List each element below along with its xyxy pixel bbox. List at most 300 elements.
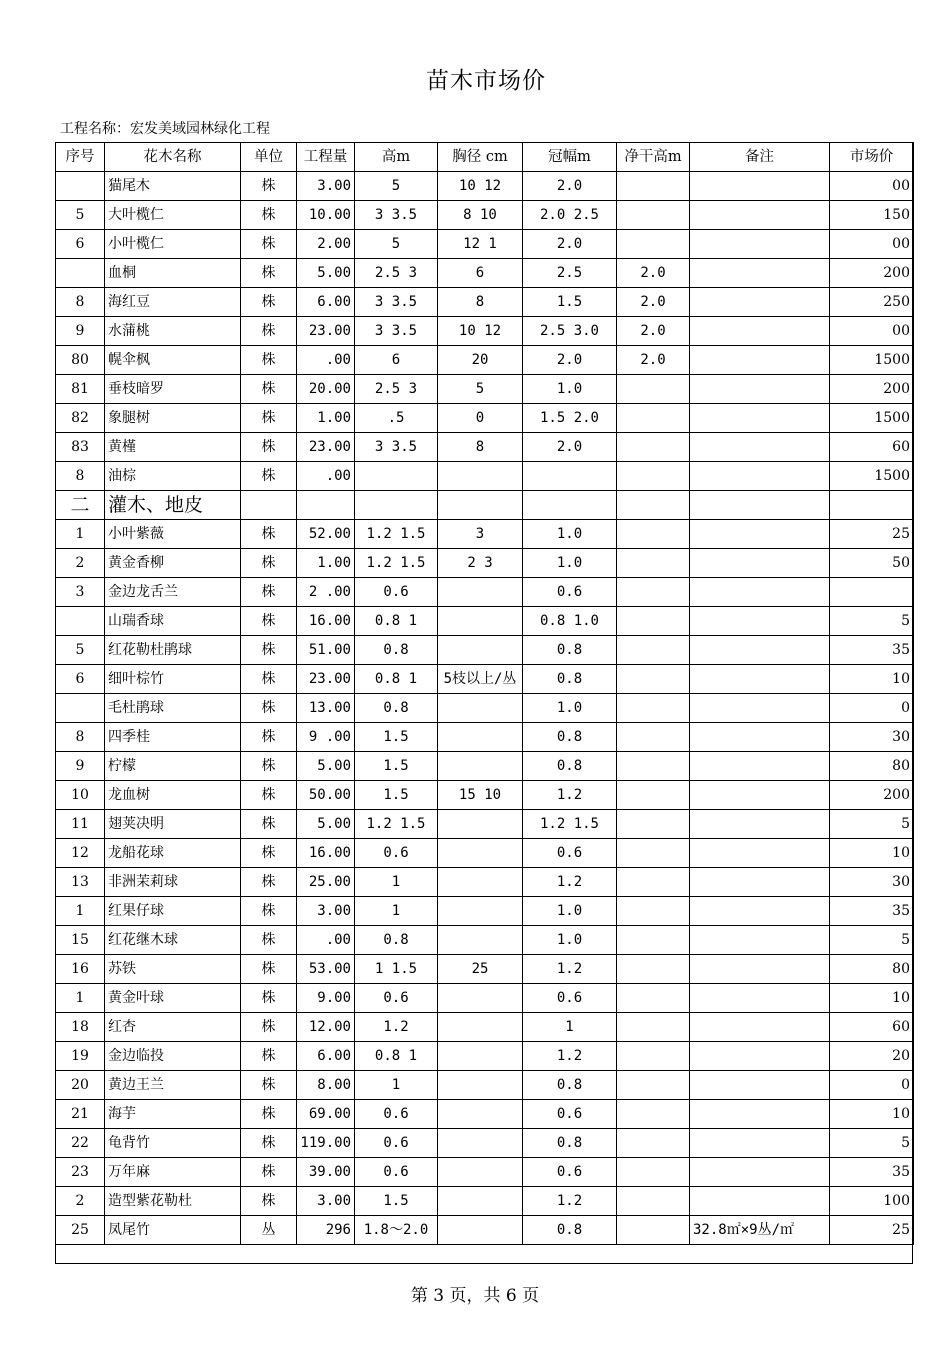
table-row [56,665,914,694]
remark-cell [690,346,830,375]
plant-name-cell: 龙血树 [105,781,241,810]
trunk-diameter-cell [438,868,523,897]
height-cell: 1.5 [355,781,438,810]
crown-width-cell: 0.6 [523,1100,617,1129]
clear-trunk-height-cell [617,1187,690,1216]
height-cell: 0.8 [355,636,438,665]
unit-cell: 株 [241,259,297,288]
market-price-cell: 0 [830,1071,914,1100]
crown-width-cell: 1.0 [523,520,617,549]
market-price-cell: 200 [830,259,914,288]
clear-trunk-height-cell: 2.0 [617,288,690,317]
quantity-cell: 119.00 [297,1129,355,1158]
height-cell: 0.6 [355,1129,438,1158]
trunk-diameter-cell: 25 [438,955,523,984]
remark-cell [690,375,830,404]
table-row [56,868,914,897]
clear-trunk-height-cell [617,723,690,752]
price-table [55,142,914,1245]
table-row [56,1071,914,1100]
page-footer: 第 3 页，共 6 页 [410,1286,540,1306]
height-cell: 1.5 [355,723,438,752]
crown-width-cell: 1.2 [523,955,617,984]
quantity-cell: .00 [297,346,355,375]
clear-trunk-height-cell [617,752,690,781]
clear-trunk-height-cell: 2.0 [617,317,690,346]
plant-name-cell: 水蒲桃 [105,317,241,346]
row-number-cell: 1 [56,897,105,926]
plant-name-cell: 非洲茉莉球 [105,868,241,897]
height-cell: 0.8 1 [355,607,438,636]
table-row [56,201,914,230]
quantity-cell: 3.00 [297,1187,355,1216]
height-cell: 1.2 [355,1013,438,1042]
quantity-cell: 23.00 [297,665,355,694]
market-price-cell: 1500 [830,346,914,375]
plant-name-cell: 毛杜鹃球 [105,694,241,723]
crown-width-cell: 2.0 2.5 [523,201,617,230]
clear-trunk-height-cell [617,520,690,549]
clear-trunk-height-cell [617,607,690,636]
crown-width-cell: 1.2 [523,1187,617,1216]
trunk-diameter-cell: 10 12 [438,172,523,201]
crown-width-cell: 1 [523,1013,617,1042]
unit-cell: 株 [241,172,297,201]
unit-cell: 株 [241,752,297,781]
unit-cell: 株 [241,694,297,723]
trunk-diameter-cell [438,607,523,636]
plant-name-cell: 小叶紫薇 [105,520,241,549]
row-number-cell: 82 [56,404,105,433]
plant-name-cell: 龟背竹 [105,1129,241,1158]
row-number-cell: 18 [56,1013,105,1042]
unit-cell: 株 [241,230,297,259]
crown-width-cell: 2.0 [523,346,617,375]
table-row [56,897,914,926]
crown-width-cell: 0.6 [523,578,617,607]
row-number-cell [56,172,105,201]
clear-trunk-height-cell [617,955,690,984]
crown-width-cell [523,491,617,520]
clear-trunk-height-cell [617,1100,690,1129]
crown-width-cell: 2.5 3.0 [523,317,617,346]
clear-trunk-height-cell [617,172,690,201]
quantity-cell: 3.00 [297,897,355,926]
trunk-diameter-cell [438,926,523,955]
unit-cell: 株 [241,636,297,665]
remark-cell [690,462,830,491]
height-cell: 0.8 [355,926,438,955]
header-clear-trunk: 净干高m [617,143,690,172]
remark-cell [690,665,830,694]
market-price-cell: 60 [830,1013,914,1042]
header-name: 花木名称 [105,143,241,172]
height-cell: 0.6 [355,1100,438,1129]
remark-cell [690,926,830,955]
table-row [56,694,914,723]
clear-trunk-height-cell [617,578,690,607]
table-row [56,839,914,868]
quantity-cell: 296 [297,1216,355,1245]
market-price-cell: 150 [830,201,914,230]
market-price-cell: 25 [830,1216,914,1245]
height-cell: 3 3.5 [355,288,438,317]
clear-trunk-height-cell [617,1216,690,1245]
remark-cell [690,868,830,897]
clear-trunk-height-cell [617,665,690,694]
quantity-cell: 1.00 [297,404,355,433]
table-row [56,636,914,665]
quantity-cell: 39.00 [297,1158,355,1187]
trunk-diameter-cell: 6 [438,259,523,288]
table-row [56,549,914,578]
trunk-diameter-cell: 0 [438,404,523,433]
plant-name-cell: 黄金香柳 [105,549,241,578]
remark-cell [690,259,830,288]
table-row [56,317,914,346]
trunk-diameter-cell [438,462,523,491]
market-price-cell: 200 [830,375,914,404]
market-price-cell: 35 [830,636,914,665]
remark-cell [690,317,830,346]
row-number-cell: 6 [56,230,105,259]
row-number-cell: 21 [56,1100,105,1129]
quantity-cell: 9 .00 [297,723,355,752]
table-row [56,723,914,752]
plant-name-cell: 翅荚决明 [105,810,241,839]
market-price-cell [830,491,914,520]
row-number-cell: 8 [56,723,105,752]
header-unit: 单位 [241,143,297,172]
remark-cell: 32.8㎡×9丛/㎡ [690,1216,830,1245]
quantity-cell: 10.00 [297,201,355,230]
trunk-diameter-cell: 3 [438,520,523,549]
height-cell: 1.2 1.5 [355,549,438,578]
crown-width-cell: 0.8 [523,723,617,752]
unit-cell: 株 [241,549,297,578]
market-price-cell: 1500 [830,462,914,491]
row-number-cell: 8 [56,288,105,317]
header-qty: 工程量 [297,143,355,172]
trunk-diameter-cell [438,694,523,723]
trunk-diameter-cell [438,636,523,665]
market-price-cell: 250 [830,288,914,317]
trunk-diameter-cell: 15 10 [438,781,523,810]
market-price-cell: 25 [830,520,914,549]
plant-name-cell: 灌木、地皮 [105,491,241,520]
market-price-cell: 50 [830,549,914,578]
quantity-cell: 2 .00 [297,578,355,607]
crown-width-cell: 1.0 [523,549,617,578]
trunk-diameter-cell: 20 [438,346,523,375]
table-row [56,752,914,781]
trunk-diameter-cell: 5 [438,375,523,404]
crown-width-cell: 0.8 [523,1071,617,1100]
crown-width-cell: 0.6 [523,1158,617,1187]
market-price-cell [830,578,914,607]
remark-cell [690,1071,830,1100]
table-row [56,926,914,955]
trunk-diameter-cell [438,1158,523,1187]
crown-width-cell: 2.0 [523,172,617,201]
table-row [56,984,914,1013]
clear-trunk-height-cell [617,462,690,491]
table-row [56,1042,914,1071]
quantity-cell: 6.00 [297,288,355,317]
height-cell: 6 [355,346,438,375]
remark-cell [690,1158,830,1187]
remark-cell [690,607,830,636]
market-price-cell: 80 [830,955,914,984]
height-cell: 1.5 [355,1187,438,1216]
trunk-diameter-cell [438,897,523,926]
clear-trunk-height-cell [617,491,690,520]
unit-cell: 株 [241,955,297,984]
table-row [56,259,914,288]
row-number-cell: 83 [56,433,105,462]
plant-name-cell: 海红豆 [105,288,241,317]
plant-name-cell: 山瑞香球 [105,607,241,636]
market-price-cell: 80 [830,752,914,781]
quantity-cell: 6.00 [297,1042,355,1071]
clear-trunk-height-cell: 2.0 [617,346,690,375]
clear-trunk-height-cell [617,1042,690,1071]
row-number-cell: 9 [56,752,105,781]
quantity-cell: 16.00 [297,607,355,636]
plant-name-cell: 凤尾竹 [105,1216,241,1245]
row-number-cell: 5 [56,201,105,230]
crown-width-cell: 1.5 [523,288,617,317]
plant-name-cell: 小叶榄仁 [105,230,241,259]
height-cell: .5 [355,404,438,433]
quantity-cell: 23.00 [297,317,355,346]
quantity-cell: 53.00 [297,955,355,984]
trunk-diameter-cell [438,839,523,868]
quantity-cell: 50.00 [297,781,355,810]
unit-cell: 株 [241,201,297,230]
crown-width-cell: 0.8 [523,636,617,665]
market-price-cell: 10 [830,984,914,1013]
clear-trunk-height-cell [617,694,690,723]
clear-trunk-height-cell [617,230,690,259]
crown-width-cell: 0.8 [523,1216,617,1245]
crown-width-cell: 1.2 [523,868,617,897]
trunk-diameter-cell [438,1013,523,1042]
trunk-diameter-cell [438,984,523,1013]
unit-cell: 株 [241,839,297,868]
market-price-cell: 5 [830,810,914,839]
plant-name-cell: 造型紫花勒杜 [105,1187,241,1216]
trunk-diameter-cell [438,723,523,752]
row-number-cell: 二 [56,491,105,520]
row-number-cell: 25 [56,1216,105,1245]
market-price-cell: 20 [830,1042,914,1071]
remark-cell [690,636,830,665]
row-number-cell: 16 [56,955,105,984]
crown-width-cell: 2.0 [523,433,617,462]
market-price-cell: 35 [830,1158,914,1187]
height-cell: 0.6 [355,578,438,607]
quantity-cell: 25.00 [297,868,355,897]
quantity-cell: 3.00 [297,172,355,201]
header-crown: 冠幅m [523,143,617,172]
plant-name-cell: 红果仔球 [105,897,241,926]
remark-cell [690,201,830,230]
unit-cell: 株 [241,288,297,317]
plant-name-cell: 海芋 [105,1100,241,1129]
height-cell: 1 [355,868,438,897]
crown-width-cell: 1.0 [523,926,617,955]
table-row [56,288,914,317]
crown-width-cell: 0.8 [523,665,617,694]
row-number-cell: 1 [56,520,105,549]
crown-width-cell: 0.8 1.0 [523,607,617,636]
table-row [56,1013,914,1042]
unit-cell: 株 [241,723,297,752]
quantity-cell: 20.00 [297,375,355,404]
crown-width-cell: 0.8 [523,1129,617,1158]
trunk-diameter-cell: 5枝以上/丛 [438,665,523,694]
unit-cell: 株 [241,375,297,404]
clear-trunk-height-cell [617,839,690,868]
quantity-cell: 12.00 [297,1013,355,1042]
height-cell: 2.5 3 [355,375,438,404]
row-number-cell [56,607,105,636]
table-row [56,346,914,375]
table-row [56,1129,914,1158]
market-price-cell: 5 [830,1129,914,1158]
height-cell: 1.2 1.5 [355,520,438,549]
trunk-diameter-cell [438,1216,523,1245]
header-row [56,143,914,172]
header-no: 序号 [56,143,105,172]
row-number-cell: 19 [56,1042,105,1071]
quantity-cell: 9.00 [297,984,355,1013]
row-number-cell: 11 [56,810,105,839]
market-price-cell: 00 [830,230,914,259]
table-row [56,1100,914,1129]
unit-cell: 株 [241,984,297,1013]
market-price-cell: 1500 [830,404,914,433]
remark-cell [690,520,830,549]
remark-cell [690,404,830,433]
height-cell: 1.2 1.5 [355,810,438,839]
market-price-cell: 5 [830,607,914,636]
remark-cell [690,1129,830,1158]
crown-width-cell: 1.0 [523,694,617,723]
height-cell: 1 1.5 [355,955,438,984]
height-cell: 1 [355,1071,438,1100]
quantity-cell: 69.00 [297,1100,355,1129]
height-cell: 0.6 [355,839,438,868]
trunk-diameter-cell [438,1187,523,1216]
crown-width-cell: 1.2 1.5 [523,810,617,839]
unit-cell: 株 [241,897,297,926]
height-cell: 0.6 [355,1158,438,1187]
table-row [56,172,914,201]
row-number-cell: 9 [56,317,105,346]
trunk-diameter-cell: 8 [438,433,523,462]
remark-cell [690,1187,830,1216]
quantity-cell: 52.00 [297,520,355,549]
trunk-diameter-cell [438,752,523,781]
height-cell: 3 3.5 [355,433,438,462]
row-number-cell: 80 [56,346,105,375]
clear-trunk-height-cell [617,810,690,839]
unit-cell: 株 [241,404,297,433]
quantity-cell: 16.00 [297,839,355,868]
crown-width-cell: 2.5 [523,259,617,288]
height-cell: 5 [355,172,438,201]
height-cell [355,462,438,491]
remark-cell [690,578,830,607]
crown-width-cell: 0.6 [523,984,617,1013]
row-number-cell: 2 [56,1187,105,1216]
row-number-cell: 3 [56,578,105,607]
clear-trunk-height-cell: 2.0 [617,259,690,288]
height-cell: 3 3.5 [355,317,438,346]
trunk-diameter-cell [438,578,523,607]
market-price-cell: 00 [830,172,914,201]
unit-cell: 株 [241,926,297,955]
remark-cell [690,549,830,578]
quantity-cell: 2.00 [297,230,355,259]
trunk-diameter-cell: 8 10 [438,201,523,230]
plant-name-cell: 幌伞枫 [105,346,241,375]
quantity-cell: 5.00 [297,810,355,839]
unit-cell: 株 [241,1100,297,1129]
clear-trunk-height-cell [617,1013,690,1042]
clear-trunk-height-cell [617,1158,690,1187]
crown-width-cell: 0.6 [523,839,617,868]
remark-cell [690,897,830,926]
height-cell [355,491,438,520]
market-price-cell: 10 [830,1100,914,1129]
quantity-cell: 8.00 [297,1071,355,1100]
plant-name-cell: 细叶棕竹 [105,665,241,694]
project-name: 工程名称：宏发美域园林绿化工程 [60,121,270,137]
clear-trunk-height-cell [617,1071,690,1100]
table-row [56,520,914,549]
plant-name-cell: 红杏 [105,1013,241,1042]
unit-cell: 株 [241,868,297,897]
trunk-diameter-cell [438,1129,523,1158]
trunk-diameter-cell: 12 1 [438,230,523,259]
market-price-cell: 30 [830,868,914,897]
remark-cell [690,723,830,752]
clear-trunk-height-cell [617,636,690,665]
row-number-cell: 5 [56,636,105,665]
trunk-diameter-cell: 10 12 [438,317,523,346]
header-price: 市场价 [830,143,914,172]
market-price-cell: 200 [830,781,914,810]
remark-cell [690,810,830,839]
height-cell: 1 [355,897,438,926]
row-number-cell: 15 [56,926,105,955]
row-number-cell: 10 [56,781,105,810]
plant-name-cell: 金边龙舌兰 [105,578,241,607]
market-price-cell: 35 [830,897,914,926]
table-row [56,404,914,433]
unit-cell: 丛 [241,1216,297,1245]
height-cell: 5 [355,230,438,259]
crown-width-cell: 1.5 2.0 [523,404,617,433]
trunk-diameter-cell [438,1071,523,1100]
clear-trunk-height-cell [617,926,690,955]
height-cell: 0.8 1 [355,1042,438,1071]
trunk-diameter-cell [438,1042,523,1071]
remark-cell [690,984,830,1013]
